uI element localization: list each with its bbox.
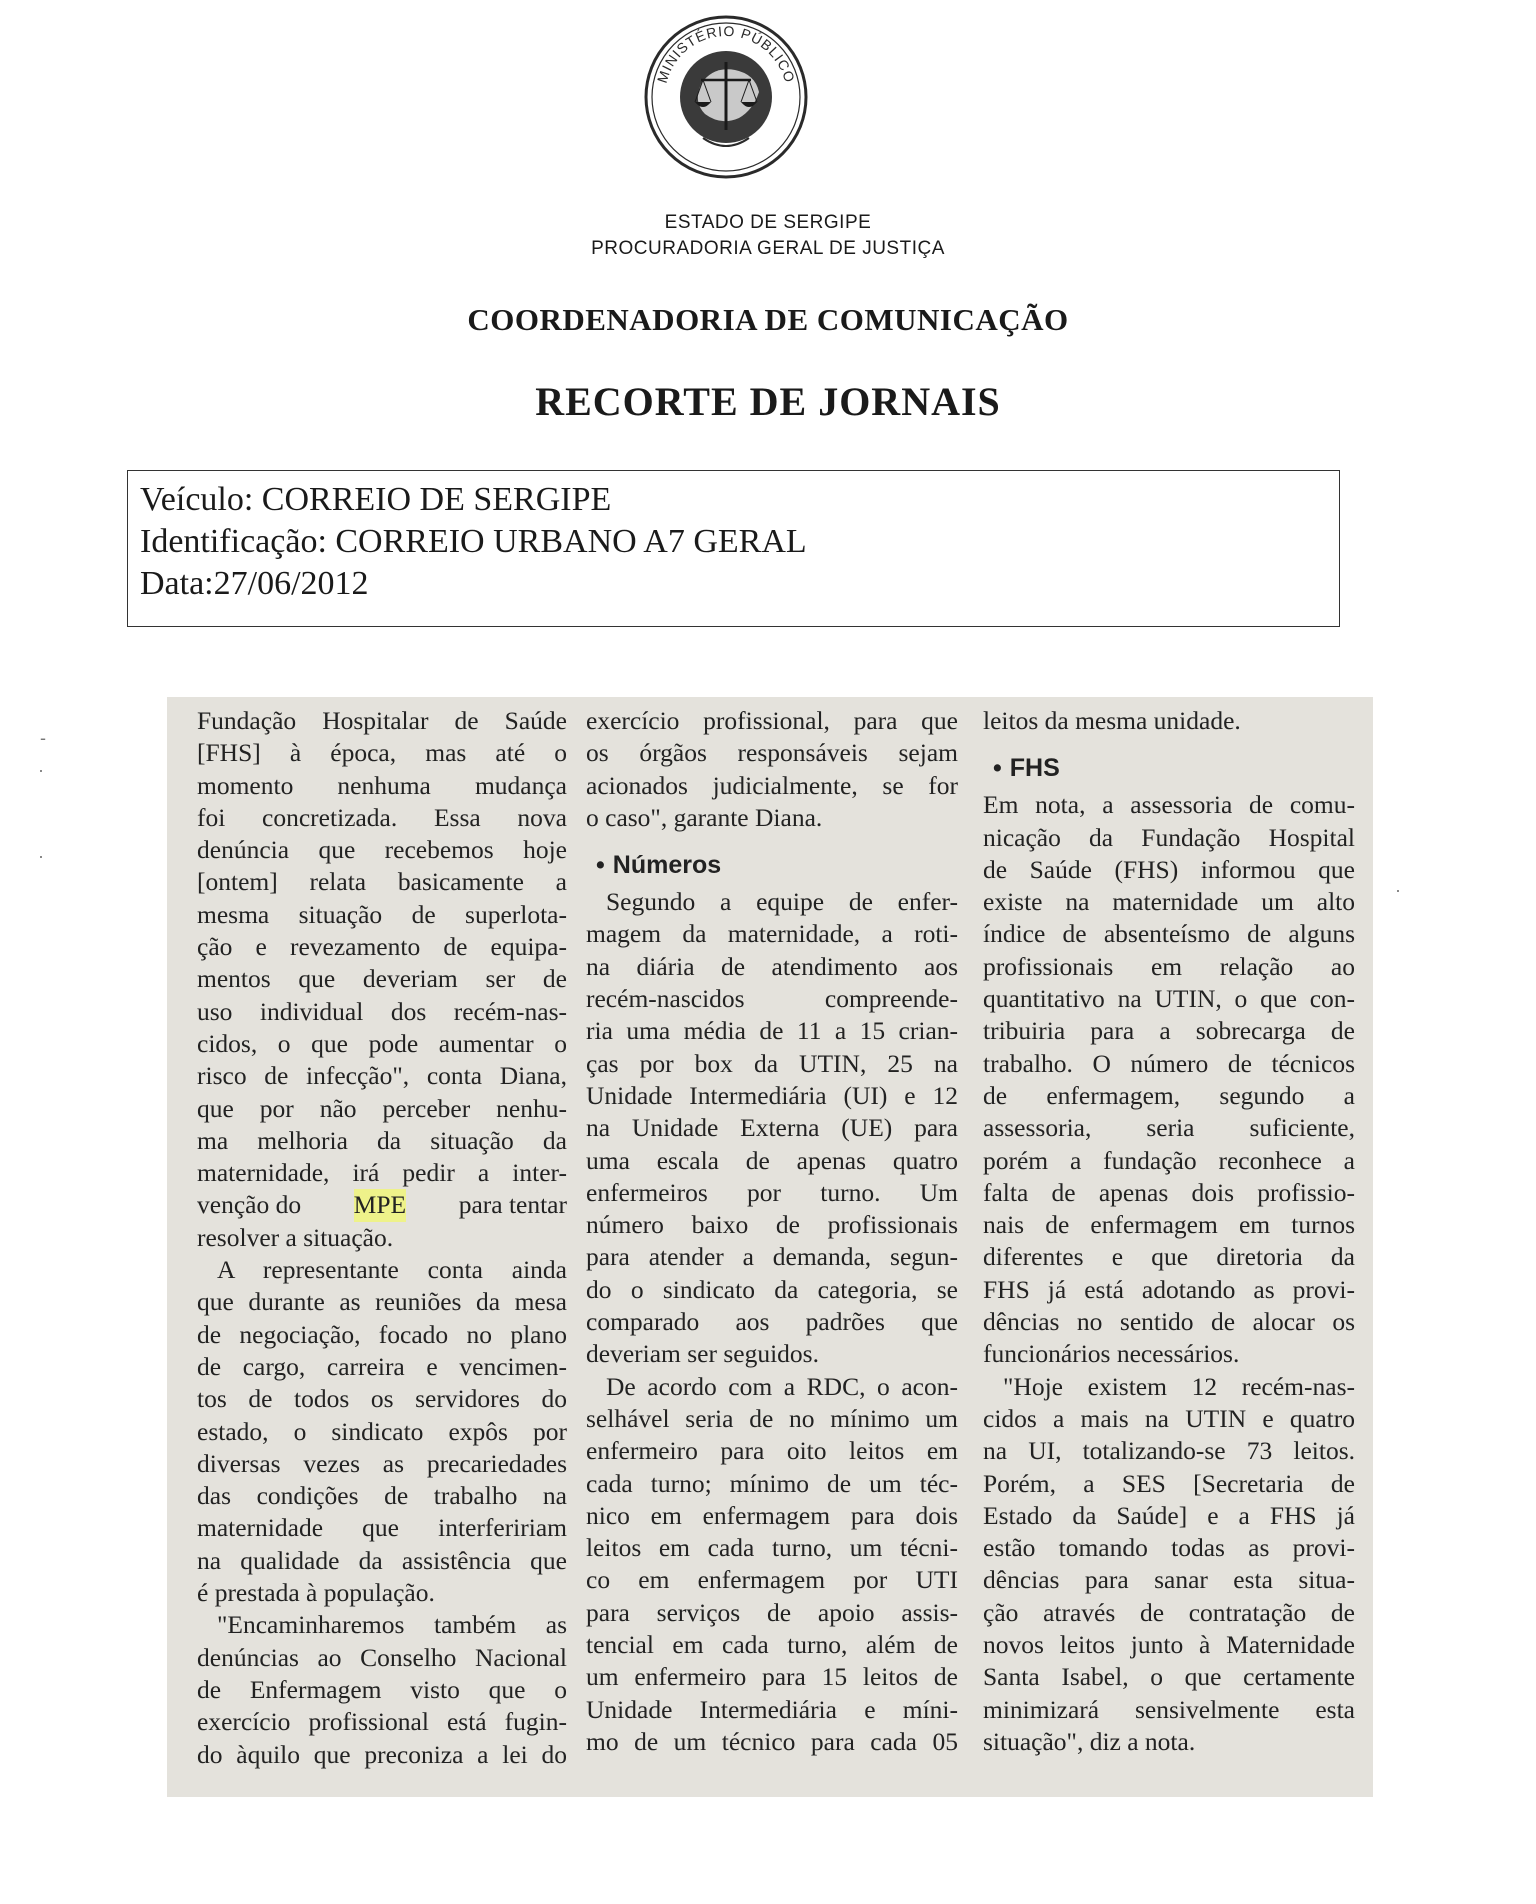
article-line: De acordo com a RDC, o acon- — [606, 1371, 958, 1401]
article-line: risco de infecção", conta Diana, — [197, 1061, 567, 1091]
article-line: exercício profissional está fugin- — [197, 1707, 567, 1737]
article-line: do àquilo que preconiza a lei do — [197, 1739, 567, 1769]
article-line: dências no sentido de alocar os — [983, 1307, 1355, 1337]
article-line: é prestada à população. — [197, 1578, 435, 1608]
article-line: acionados judicialmente, se for — [586, 770, 958, 800]
article-line: Unidade Intermediária e míni- — [586, 1694, 958, 1724]
article-line: de negociação, focado no plano — [197, 1319, 567, 1349]
article-line: Estado da Saúde] e a FHS já — [983, 1500, 1355, 1530]
article-line: momento nenhuma mudança — [197, 770, 567, 800]
article-line: na UI, totalizando-se 73 leitos. — [983, 1436, 1355, 1466]
article-line: exercício profissional, para que — [586, 706, 958, 735]
office-name: PROCURADORIA GERAL DE JUSTIÇA — [591, 238, 945, 259]
article-line: ção através de contratação de — [983, 1597, 1355, 1627]
article-line: tos de todos os servidores do — [197, 1384, 567, 1414]
article-line: Porém, a SES [Secretaria de — [983, 1468, 1355, 1498]
subhead-label: FHS — [1009, 754, 1060, 783]
article-line: para atender a demanda, segun- — [586, 1242, 958, 1272]
article-line: situação", diz a nota. — [983, 1726, 1196, 1756]
article-line: co em enfermagem por UTI — [586, 1565, 958, 1595]
article-line: do o sindicato da categoria, se — [586, 1274, 958, 1304]
article-line: das condições de trabalho na — [197, 1481, 567, 1511]
department-title: COORDENADORIA DE COMUNICAÇÃO — [467, 302, 1069, 337]
article-line: nicação da Fundação Hospital — [983, 822, 1355, 852]
article-line: ma melhoria da situação da — [197, 1125, 567, 1155]
article-line: maternidade, irá pedir a inter- — [197, 1158, 567, 1188]
scan-speck: · — [38, 760, 44, 780]
article-line: o caso", garante Diana. — [586, 802, 823, 832]
article-line: estão tomando todas as provi- — [983, 1533, 1355, 1563]
article-line: Santa Isabel, o que certamente — [983, 1662, 1355, 1692]
article-line: profissionais em relação ao — [983, 951, 1355, 981]
article-line: A representante conta ainda — [217, 1255, 567, 1285]
article-line: um enfermeiro para 15 leitos de — [586, 1662, 958, 1692]
article-line: que durante as reuniões da mesa — [197, 1287, 567, 1317]
article-line: cidos, o que pode aumentar o — [197, 1028, 567, 1058]
article-line: mo de um técnico para cada 05 — [586, 1726, 958, 1756]
article-line: comparado aos padrões que — [586, 1307, 958, 1337]
article-line: Em nota, a assessoria de comu- — [983, 790, 1355, 820]
article-line: diversas vezes as precariedades — [197, 1448, 567, 1478]
article-line: enfermeiros por turno. Um — [586, 1177, 958, 1207]
article-line: nais de enfermagem em turnos — [983, 1210, 1355, 1240]
article-column-2 — [586, 705, 958, 1758]
article-line: uso individual dos recém-nas- — [197, 996, 567, 1026]
article-line: assessoria, seria suficiente, — [983, 1113, 1355, 1143]
article-line: "Hoje existem 12 recém-nas- — [1003, 1371, 1355, 1401]
article-line: minimizará sensivelmente esta — [983, 1694, 1355, 1724]
article-line: existe na maternidade um alto — [983, 887, 1355, 917]
article-line: leitos da mesma unidade. — [983, 706, 1241, 735]
scan-speck: · — [1395, 880, 1401, 900]
highlighted-term-mpe: MPE — [354, 1189, 406, 1221]
scan-speck: · — [38, 846, 44, 866]
article-line: [FHS] à época, mas até o — [197, 738, 567, 768]
article-line: na Unidade Externa (UE) para — [586, 1113, 958, 1143]
article-line: mentos que deveriam ser de — [197, 964, 567, 994]
article-line: tencial em cada turno, além de — [586, 1630, 958, 1660]
article-fragment: para tentar — [458, 1190, 567, 1220]
article-line: cidos a mais na UTIN e quatro — [983, 1403, 1355, 1433]
newspaper-clipping — [167, 697, 1373, 1797]
seal-text: MINISTÉRIO PÚBLICO — [653, 22, 799, 85]
article-line: ção e revezamento de equipa- — [197, 932, 567, 962]
article-line: de enfermagem, segundo a — [983, 1080, 1355, 1110]
article-line: ria uma média de 11 a 15 crian- — [586, 1016, 958, 1046]
article-line: estado, o sindicato expôs por — [197, 1416, 567, 1446]
article-line: leitos em cada turno, um técni- — [586, 1533, 958, 1563]
article-line: quantitativo na UTIN, o que con- — [983, 984, 1355, 1014]
article-line: Fundação Hospitalar de Saúde — [197, 706, 567, 735]
article-line: cada turno; mínimo de um téc- — [586, 1468, 958, 1498]
article-line: "Encaminharemos também as — [217, 1610, 567, 1640]
article-line: porém a fundação reconhece a — [983, 1145, 1355, 1175]
article-line: Unidade Intermediária (UI) e 12 — [586, 1080, 958, 1110]
article-line: para serviços de apoio assis- — [586, 1597, 958, 1627]
clipping-info-box — [127, 470, 1340, 627]
bullet-icon: • — [993, 754, 1002, 783]
article-line: os órgãos responsáveis sejam — [586, 738, 958, 768]
article-column-3 — [983, 705, 1355, 1758]
bullet-icon: • — [596, 851, 605, 880]
ministerio-publico-seal — [643, 14, 809, 180]
article-line: magem da maternidade, a roti- — [586, 919, 958, 949]
article-line: número baixo de profissionais — [586, 1210, 958, 1240]
date-line: Data:27/06/2012 — [140, 565, 369, 602]
article-line: recém-nascidos compreende- — [586, 984, 958, 1014]
article-line: nico em enfermagem para dois — [586, 1500, 958, 1530]
article-line: mesma situação de superlota- — [197, 899, 567, 929]
article-line: dências para sanar esta situa- — [983, 1565, 1355, 1595]
article-line: selhável seria de no mínimo um — [586, 1403, 958, 1433]
article-line: diferentes e que diretoria da — [983, 1242, 1355, 1272]
article-line: de cargo, carreira e vencimen- — [197, 1351, 567, 1381]
article-line: índice de absenteísmo de alguns — [983, 919, 1355, 949]
article-line: resolver a situação. — [197, 1222, 394, 1252]
article-line: enfermeiro para oito leitos em — [586, 1436, 958, 1466]
article-line: de Saúde (FHS) informou que — [983, 854, 1355, 884]
article-line: foi concretizada. Essa nova — [197, 802, 567, 832]
subhead-fhs — [993, 751, 1355, 785]
article-column-1 — [197, 705, 567, 1771]
article-line: [ontem] relata basicamente a — [197, 867, 567, 897]
article-line: maternidade que interfeririam — [197, 1513, 567, 1543]
article-line: trabalho. O número de técnicos — [983, 1048, 1355, 1078]
article-line: Segundo a equipe de enfer- — [606, 887, 958, 917]
article-line: tribuiria para a sobrecarga de — [983, 1016, 1355, 1046]
article-line: na qualidade da assistência que — [197, 1545, 567, 1575]
article-line: que por não perceber nenhu- — [197, 1093, 567, 1123]
article-line — [197, 1189, 567, 1221]
article-line: de Enfermagem visto que o — [197, 1674, 567, 1704]
article-line: denúncia que recebemos hoje — [197, 835, 567, 865]
page-title: RECORTE DE JORNAIS — [535, 379, 1001, 424]
article-fragment: venção do — [197, 1190, 302, 1220]
article-line: ças por box da UTIN, 25 na — [586, 1048, 958, 1078]
vehicle-line: Veículo: CORREIO DE SERGIPE — [140, 481, 612, 518]
state-name: ESTADO DE SERGIPE — [664, 212, 872, 233]
identification-line: Identificação: CORREIO URBANO A7 GERAL — [140, 523, 807, 560]
article-line: na diária de atendimento aos — [586, 951, 958, 981]
scan-speck: - — [40, 728, 46, 748]
subhead-numeros — [596, 848, 958, 882]
article-line: funcionários necessários. — [983, 1339, 1240, 1369]
article-line: deveriam ser seguidos. — [586, 1339, 819, 1369]
subhead-label: Números — [612, 851, 722, 880]
article-line: novos leitos junto à Maternidade — [983, 1630, 1355, 1660]
article-line: falta de apenas dois profissio- — [983, 1177, 1355, 1207]
article-line: denúncias ao Conselho Nacional — [197, 1642, 567, 1672]
article-line: uma escala de apenas quatro — [586, 1145, 958, 1175]
article-line: FHS já está adotando as provi- — [983, 1274, 1355, 1304]
